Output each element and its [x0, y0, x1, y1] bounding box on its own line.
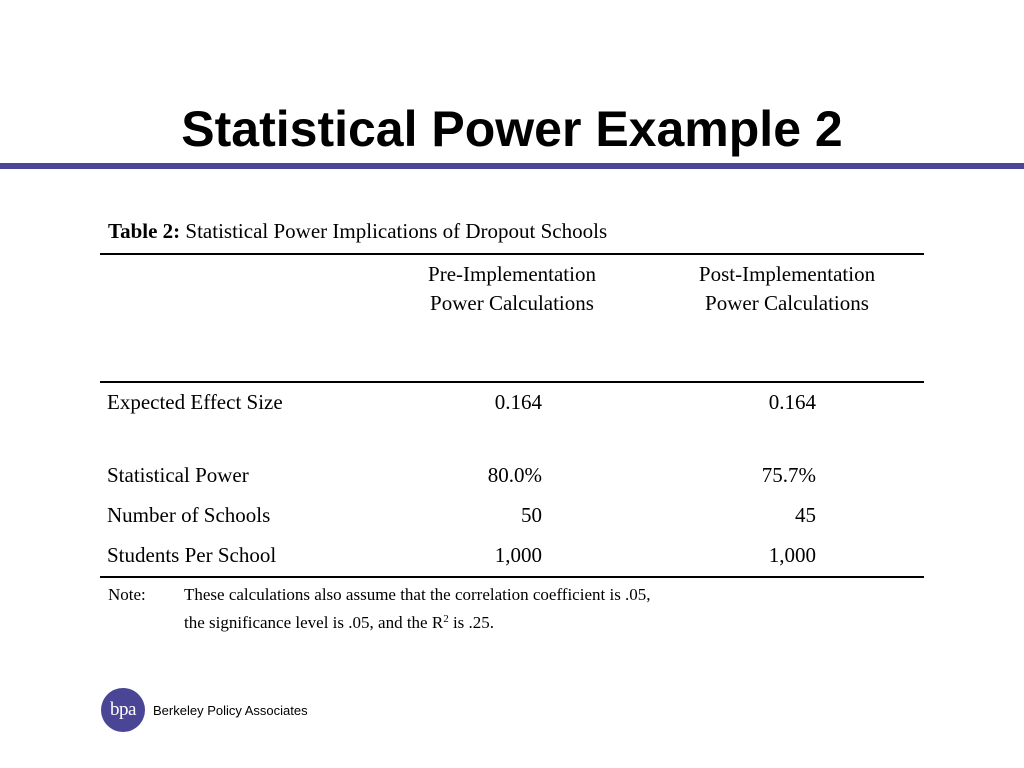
- bpa-logo: bpa: [101, 688, 145, 732]
- table-caption: [108, 218, 607, 244]
- cell-pre: 80.0%: [487, 463, 542, 487]
- cell-pre: 50: [521, 503, 542, 527]
- note-label: Note:: [108, 585, 146, 604]
- note-superscript: 2: [443, 613, 449, 625]
- organization-name: Berkeley Policy Associates: [153, 703, 308, 718]
- cell-post: 0.164: [768, 390, 816, 414]
- cell-post: 75.7%: [761, 463, 816, 487]
- cell-pre: 1,000: [494, 543, 542, 567]
- column-header-post-line1: Post-Implementation: [698, 262, 876, 286]
- note-text: [184, 581, 651, 637]
- row-label: Statistical Power: [107, 463, 249, 487]
- slide-title: Statistical Power Example 2: [181, 101, 843, 157]
- column-header-pre-line2: Power Calculations: [430, 291, 594, 315]
- cell-post: 1,000: [768, 543, 816, 567]
- table-caption-text: Statistical Power Implications of Dropout Schools: [185, 219, 608, 243]
- row-label: Students Per School: [107, 543, 277, 567]
- note-line-2-prefix: the significance level is .05, and the R: [184, 613, 444, 632]
- table-row: [0, 541, 1024, 569]
- column-header-post: [667, 260, 907, 318]
- row-label: Number of Schools: [107, 503, 271, 527]
- column-header-pre-line1: Pre-Implementation: [428, 262, 596, 286]
- table-row: [0, 461, 1024, 489]
- table-header-rule: [100, 381, 924, 383]
- table-top-rule: [100, 253, 924, 255]
- note-line-1: These calculations also assume that the correlation coefficient is .05,: [184, 585, 651, 604]
- note-line-2-suffix: is .25.: [448, 613, 495, 632]
- column-header-pre: [392, 260, 632, 318]
- note-line-2: [184, 609, 651, 637]
- cell-post: 45: [795, 503, 816, 527]
- title-divider: [0, 163, 1024, 169]
- table-row: [0, 388, 1024, 416]
- cell-pre: 0.164: [494, 390, 542, 414]
- column-header-post-line2: Power Calculations: [705, 291, 869, 315]
- table-caption-label: Table 2:: [108, 219, 181, 243]
- row-label: Expected Effect Size: [107, 390, 283, 414]
- table-row: [0, 501, 1024, 529]
- table-bottom-rule: [100, 576, 924, 578]
